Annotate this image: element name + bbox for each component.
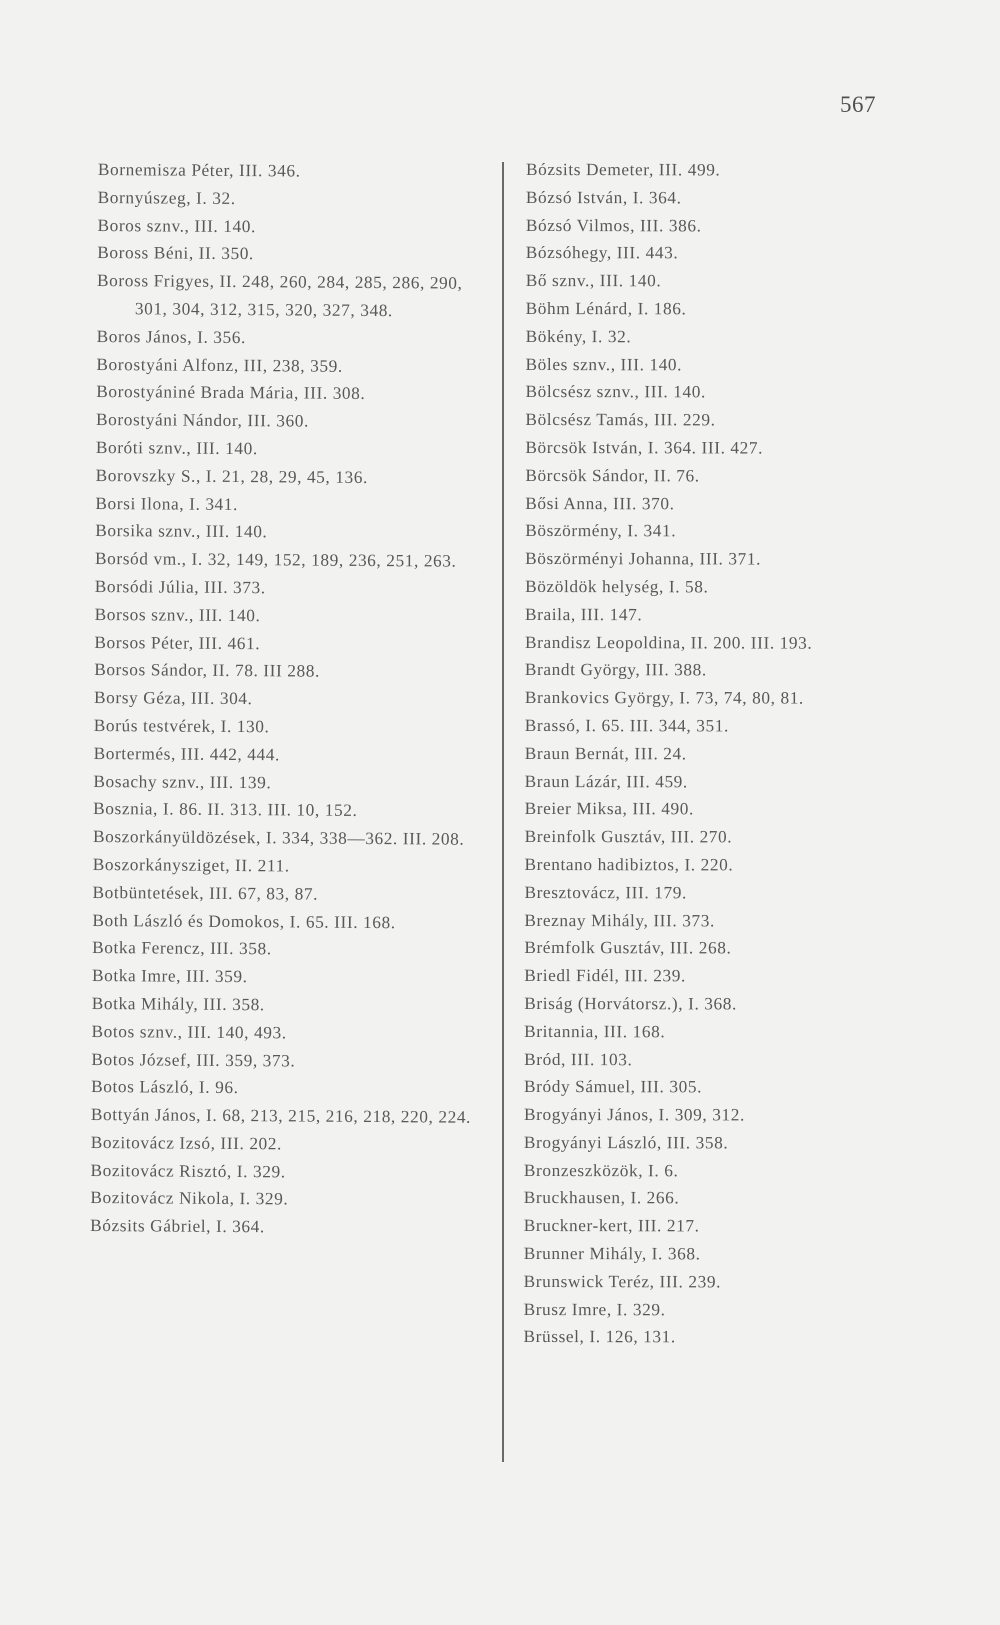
index-entry: Bortermés, III. 442, 444. <box>93 743 281 765</box>
index-entry: Borsos Sándor, II. 78. III 288. <box>94 660 321 681</box>
index-entry: Bródy Sámuel, III. 305. <box>524 1077 703 1097</box>
index-entry: Boros János, I. 356. <box>96 326 247 347</box>
index-entry: Borsos sznv., III. 140. <box>94 604 261 625</box>
index-entry: Borostyániné Brada Mária, III. 308. <box>96 382 366 404</box>
index-entry: Borús testvérek, I. 130. <box>93 715 270 737</box>
index-entry: Borsódi Júlia, III. 373. <box>94 576 266 598</box>
index-entry: Börcsök Sándor, II. 76. <box>525 465 700 486</box>
index-entry: Bózsó Vilmos, III. 386. <box>525 215 702 235</box>
index-entry: Bölcsész sznv., III. 140. <box>525 382 706 402</box>
index-entry: Borsi Ilona, I. 341. <box>95 493 239 514</box>
index-entry: Briság (Horvátorsz.), I. 368. <box>524 993 737 1014</box>
index-entry: Bózsó István, I. 364. <box>525 187 682 208</box>
index-entry: Both László és Domokos, I. 65. III. 168. <box>92 910 396 932</box>
index-entry: Bözöldök helység, I. 58. <box>525 576 709 597</box>
index-entry: Botka Imre, III. 359. <box>91 966 248 987</box>
index-entry: Bruckner-kert, III. 217. <box>523 1216 700 1236</box>
index-entry: Botos László, I. 96. <box>91 1077 239 1098</box>
index-entry: Botos József, III. 359, 373. <box>91 1049 296 1070</box>
index-entry: Breznay Mihály, III. 373. <box>524 910 715 930</box>
index-entry: Bród, III. 103. <box>524 1049 633 1069</box>
index-entry: Breinfolk Gusztáv, III. 270. <box>524 827 733 847</box>
index-entry: Bosachy sznv., III. 139. <box>93 771 272 792</box>
column-divider <box>502 162 504 1462</box>
index-entry: Bózsóhegy, III. 443. <box>525 243 679 263</box>
index-entry: Bősi Anna, III. 370. <box>525 493 675 513</box>
index-entry: Bő sznv., III. 140. <box>525 271 662 291</box>
index-column-left <box>90 156 493 1243</box>
index-entry: Bozitovácz Risztó, I. 329. <box>90 1160 286 1182</box>
index-entry: Börcsök István, I. 364. III. 427. <box>525 437 764 458</box>
index-entry: Brandt György, III. 388. <box>524 660 707 680</box>
index-entry: Boross Frigyes, II. 248, 260, 284, 285, 286, 290, 301, 304, 312, 315, 320, 327, 348. <box>97 271 463 321</box>
index-entry: Bökény, I. 32. <box>525 326 632 347</box>
index-entry: Bresztovácz, III. 179. <box>524 882 687 903</box>
index-entry: Bornemisza Péter, III. 346. <box>97 159 301 181</box>
index-entry: Brusz Imre, I. 329. <box>523 1299 666 1319</box>
index-entry: Brunswick Teréz, III. 239. <box>523 1271 722 1292</box>
index-entry: Borsos Péter, III. 461. <box>94 632 261 653</box>
index-entry: Borovszky S., I. 21, 28, 29, 45, 136. <box>95 465 369 487</box>
index-entry: Brankovics György, I. 73, 74, 80, 81. <box>524 688 804 708</box>
index-entry: Borostyáni Alfonz, III, 238, 359. <box>96 354 343 376</box>
index-entry: Brassó, I. 65. III. 344, 351. <box>524 715 729 736</box>
index-entry: Boszorkánysziget, II. 211. <box>92 854 290 876</box>
index-entry: Böhm Lénárd, I. 186. <box>525 298 687 319</box>
index-entry: Borostyáni Nándor, III. 360. <box>95 410 310 431</box>
index-entry: Bornyúszeg, I. 32. <box>97 187 236 208</box>
index-entry: Brüssel, I. 126, 131. <box>523 1327 676 1347</box>
index-entry: Borsy Géza, III. 304. <box>93 688 253 709</box>
index-entry: Botka Mihály, III. 358. <box>91 993 265 1015</box>
index-entry: Boróti sznv., III. 140. <box>95 437 258 459</box>
index-entry: Bosznia, I. 86. II. 313. III. 10, 152. <box>93 799 358 821</box>
index-entry: Bölcsész Tamás, III. 229. <box>525 410 716 430</box>
index-entry: Borsika sznv., III. 140. <box>95 521 268 542</box>
index-entry: Braun Bernát, III. 24. <box>524 743 687 764</box>
index-column-right <box>523 156 926 1352</box>
index-entry: Botos sznv., III. 140, 493. <box>91 1021 287 1043</box>
index-entry: Brandisz Leopoldina, II. 200. III. 193. <box>524 632 813 653</box>
index-entry: Böszörmény, I. 341. <box>525 521 677 541</box>
index-entry: Bózsits Demeter, III. 499. <box>525 159 721 180</box>
index-entry: Brémfolk Gusztáv, III. 268. <box>524 938 732 958</box>
index-entry: Briedl Fidél, III. 239. <box>524 966 686 986</box>
index-entry: Bronzeszközök, I. 6. <box>523 1160 679 1181</box>
index-entry: Borsód vm., I. 32, 149, 152, 189, 236, 251, 263. <box>94 549 457 571</box>
index-entry: Boros sznv., III. 140. <box>97 215 257 236</box>
index-entry: Bozitovácz Nikola, I. 329. <box>90 1188 289 1209</box>
index-entry: Braila, III. 147. <box>525 604 643 624</box>
index-entry: Brogyányi László, III. 358. <box>523 1132 729 1153</box>
index-entry: Boross Béni, II. 350. <box>97 243 254 264</box>
index-entry: Brunner Mihály, I. 368. <box>523 1244 701 1264</box>
page-number: 567 <box>840 92 876 117</box>
index-entry: Botka Ferencz, III. 358. <box>92 938 272 959</box>
index-entry: Braun Lázár, III. 459. <box>524 771 688 791</box>
index-entry: Bruckhausen, I. 266. <box>523 1188 680 1208</box>
index-entry: Britannia, III. 168. <box>524 1021 666 1041</box>
index-entry: Böles sznv., III. 140. <box>525 354 683 374</box>
index-entry: Boszorkányüldözések, I. 334, 338—362. III. 208. <box>92 827 465 849</box>
index-entry: Böszörményi Johanna, III. 371. <box>525 549 762 569</box>
index-entry: Bozitovácz Izsó, III. 202. <box>90 1132 283 1154</box>
index-entry: Brentano hadibiztos, I. 220. <box>524 854 734 875</box>
index-entry: Brogyányi János, I. 309, 312. <box>523 1105 745 1125</box>
index-entry: Botbüntetések, III. 67, 83, 87. <box>92 882 319 904</box>
index-entry: Bottyán János, I. 68, 213, 215, 216, 218, 220, 224. <box>90 1105 472 1127</box>
index-entry: Bózsits Gábriel, I. 364. <box>90 1216 265 1237</box>
index-entry: Breier Miksa, III. 490. <box>524 799 694 819</box>
